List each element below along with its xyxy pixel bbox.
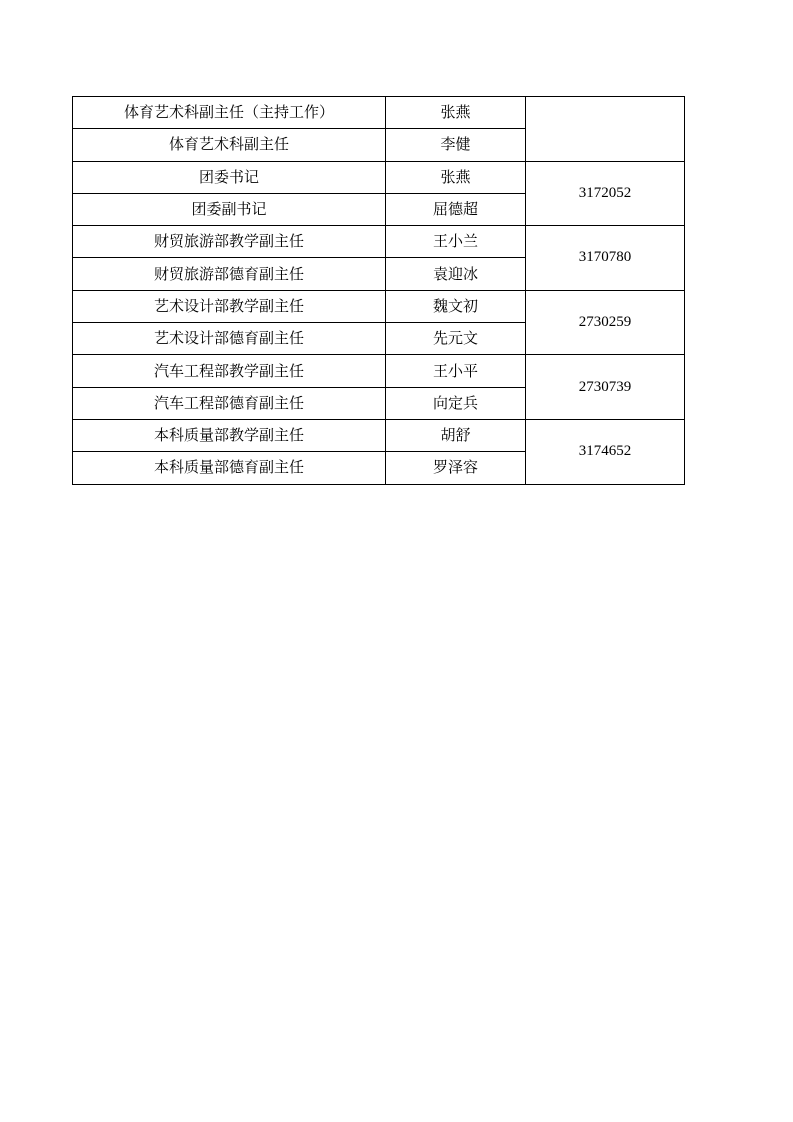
name-cell: 袁迎冰	[386, 258, 526, 290]
name-cell: 李健	[386, 129, 526, 161]
name-cell: 张燕	[386, 97, 526, 129]
name-cell: 先元文	[386, 323, 526, 355]
phone-cell	[526, 97, 685, 162]
role-cell: 汽车工程部教学副主任	[73, 355, 386, 387]
table-row	[73, 290, 685, 322]
phone-cell: 3172052	[526, 161, 685, 226]
role-cell: 财贸旅游部德育副主任	[73, 258, 386, 290]
role-cell: 艺术设计部教学副主任	[73, 290, 386, 322]
role-cell: 汽车工程部德育副主任	[73, 387, 386, 419]
role-cell: 财贸旅游部教学副主任	[73, 226, 386, 258]
table-row	[73, 97, 685, 129]
role-cell: 本科质量部教学副主任	[73, 419, 386, 451]
phone-cell: 2730259	[526, 290, 685, 355]
role-cell: 团委副书记	[73, 193, 386, 225]
role-cell: 体育艺术科副主任（主持工作）	[73, 97, 386, 129]
phone-cell: 3170780	[526, 226, 685, 291]
table-row	[73, 419, 685, 451]
phone-cell: 2730739	[526, 355, 685, 420]
name-cell: 王小平	[386, 355, 526, 387]
role-cell: 体育艺术科副主任	[73, 129, 386, 161]
name-cell: 魏文初	[386, 290, 526, 322]
role-cell: 艺术设计部德育副主任	[73, 323, 386, 355]
name-cell: 屈德超	[386, 193, 526, 225]
name-cell: 张燕	[386, 161, 526, 193]
table-row	[73, 226, 685, 258]
role-cell: 本科质量部德育副主任	[73, 452, 386, 484]
name-cell: 王小兰	[386, 226, 526, 258]
name-cell: 胡舒	[386, 419, 526, 451]
name-cell: 向定兵	[386, 387, 526, 419]
table-row	[73, 161, 685, 193]
staff-contact-table	[72, 96, 685, 485]
phone-cell: 3174652	[526, 419, 685, 484]
name-cell: 罗泽容	[386, 452, 526, 484]
role-cell: 团委书记	[73, 161, 386, 193]
table-row	[73, 355, 685, 387]
